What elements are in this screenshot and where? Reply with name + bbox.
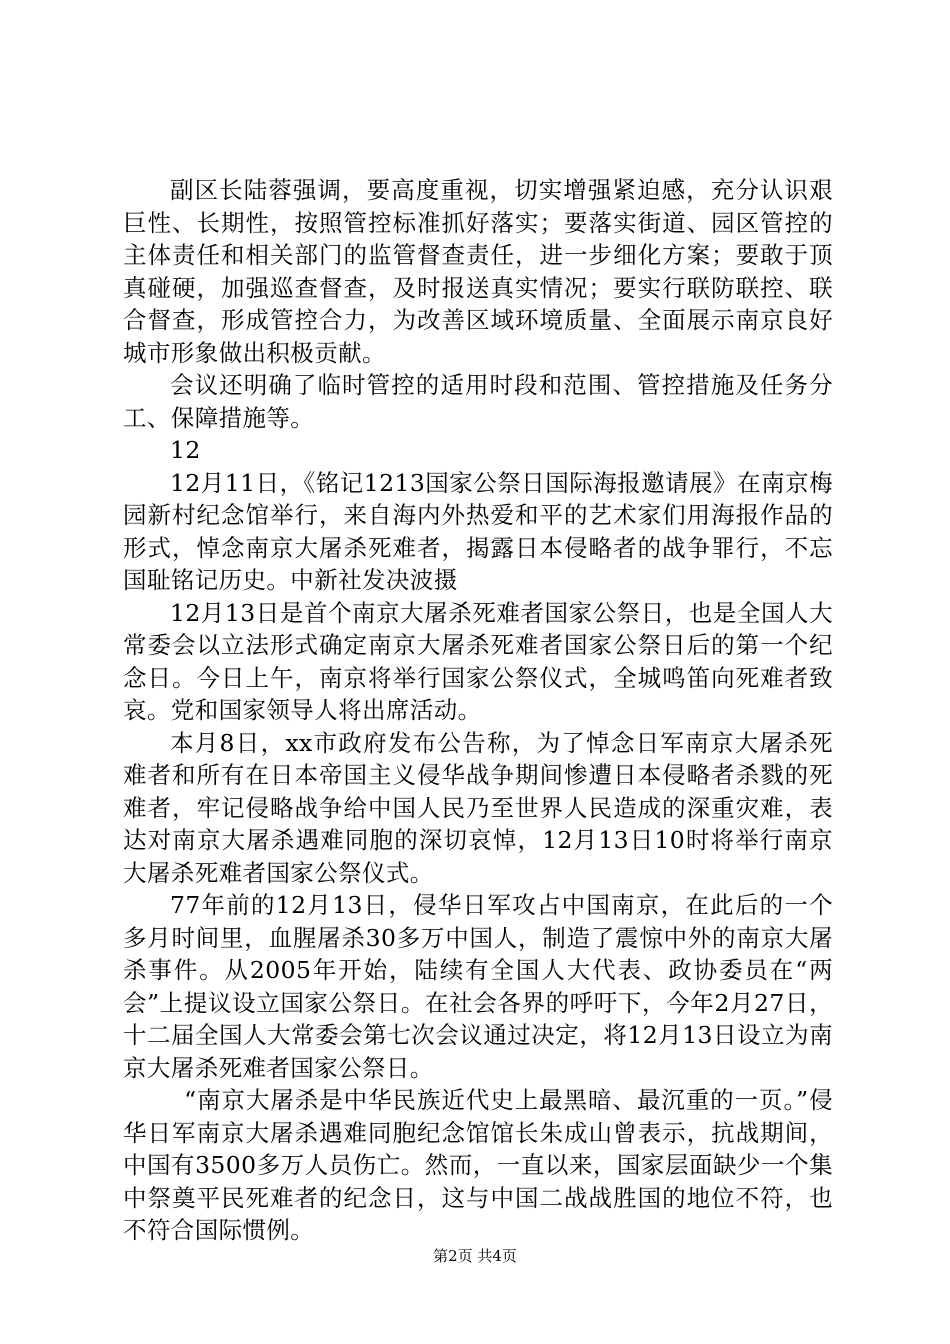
- document-body: [123, 174, 833, 1247]
- paragraph: 副区长陆蓉强调，要高度重视，切实增强紧迫感，充分认识艰巨性、长期性，按照管控标准抓好落实；要落实街道、园区管控的主体责任和相关部门的监管督查责任，进一步细化方案；要敢于顶真碰硬，加强巡查督查，及时报送真实情况；要实行联防联控、联合督查，形成管控合力，为改善区域环境质量、全面展示南京良好城市形象做出积极贡献。: [123, 176, 833, 367]
- paragraph: 本月8日，xx市政府发布公告称，为了悼念日军南京大屠杀死难者和所有在日本帝国主义侵华战争期间惨遭日本侵略者杀戮的死难者，牢记侵略战争给中国人民乃至世界人民造成的深重灾难，表达对南京大屠杀遇难同胞的深切哀悼，12月13日10时将举行南京大屠杀死难者国家公祭仪式。: [123, 728, 833, 887]
- paragraph: 12: [170, 436, 201, 464]
- paragraph: 会议还明确了临时管控的适用时段和范围、管控措施及任务分工、保障措施等。: [123, 371, 833, 432]
- paragraph: 12月13日是首个南京大屠杀死难者国家公祭日，也是全国人大常委会以立法形式确定南京大屠杀死难者国家公祭日后的第一个纪念日。今日上午，南京将举行国家公祭仪式，全城鸣笛向死难者致哀。党和国家领导人将出席活动。: [123, 598, 833, 724]
- paragraph: “南京大屠杀是中华民族近代史上最黑暗、最沉重的一页。”侵华日军南京大屠杀遇难同胞纪念馆馆长朱成山曾表示，抗战期间，中国有3500多万人员伤亡。然而，一直以来，国家层面缺少一个集中祭奠平民死难者的纪念日，这与中国二战战胜国的地位不符，也不符合国际惯例。: [123, 1086, 833, 1244]
- paragraph: 12月11日，《铭记1213国家公祭日国际海报邀请展》在南京梅园新村纪念馆举行，来自海内外热爱和平的艺术家们用海报作品的形式，悼念南京大屠杀死难者，揭露日本侵略者的战争罪行，不忘国耻铭记历史。中新社发决波摄: [123, 468, 833, 594]
- page-number-footer: 第2页 共4页: [433, 1247, 517, 1265]
- paragraph: 77年前的12月13日，侵华日军攻占中国南京，在此后的一个多月时间里，血腥屠杀30多万中国人，制造了震惊中外的南京大屠杀事件。从2005年开始，陆续有全国人大代表、政协委员在“两会”上提议设立国家公祭日。在社会各界的呼吁下，今年2月27日，十二届全国人大常委会第七次会议通过决定，将12月13日设立为南京大屠杀死难者国家公祭日。: [123, 891, 833, 1082]
